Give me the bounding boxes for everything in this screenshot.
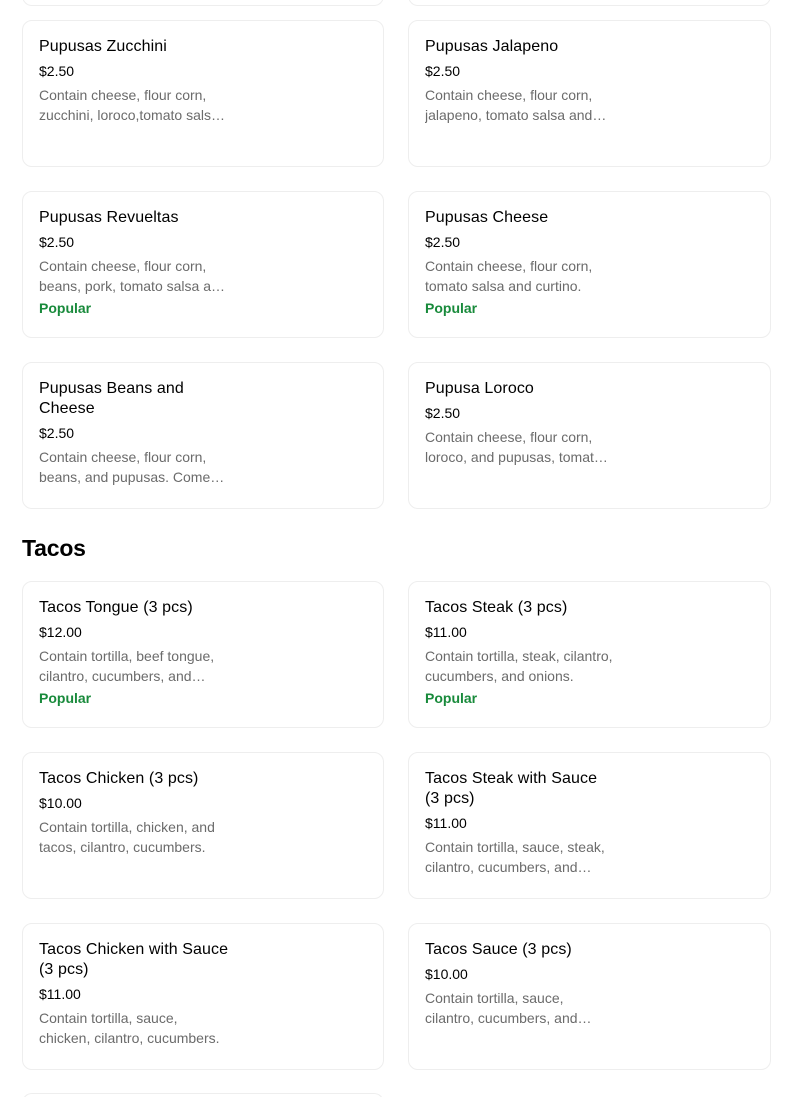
- item-price: $2.50: [39, 234, 75, 250]
- item-description: Contain tortilla, steak, cilantro, cucumbers, and onions.: [425, 648, 613, 684]
- item-description: Contain cheese, flour corn, zucchini, loroco,tomato salsa: [39, 87, 219, 123]
- menu-item-card[interactable]: [22, 581, 384, 728]
- item-name: Tacos Tongue (3 pcs): [39, 599, 193, 616]
- item-price: $2.50: [425, 405, 461, 421]
- item-name: Pupusas Zucchini: [39, 38, 167, 55]
- item-description: Contain tortilla, chicken, and tacos, cilantro, cucumbers.: [39, 819, 215, 855]
- item-price: $2.50: [39, 63, 75, 79]
- section-title-tacos: Tacos: [22, 535, 86, 561]
- item-price: $2.50: [425, 234, 461, 250]
- item-description: Contain tortilla, sauce, chicken, cilantro, cucumbers.: [39, 1010, 220, 1046]
- menu-item-card-partial[interactable]: [408, 0, 771, 6]
- menu-item-card[interactable]: [408, 752, 771, 899]
- item-name: Tacos Sauce (3 pcs): [425, 941, 572, 958]
- item-description: Contain cheese, flour corn, loroco, and pupusas, tomato: [425, 429, 602, 465]
- item-price: $2.50: [39, 425, 75, 441]
- item-name: Pupusas Jalapeno: [425, 38, 559, 55]
- item-description: Contain tortilla, beef tongue, cilantro, cucumbers, and: [39, 648, 215, 684]
- item-name: Pupusas Cheese: [425, 209, 549, 226]
- menu-item-card[interactable]: [22, 752, 384, 899]
- menu-item-card[interactable]: [408, 191, 771, 338]
- menu-item-card[interactable]: [22, 20, 384, 167]
- item-name: Pupusa Loroco: [425, 380, 534, 397]
- item-price: $10.00: [425, 966, 468, 982]
- item-description: Contain cheese, flour corn, beans, pork, tomato salsa and: [39, 258, 227, 294]
- menu-item-card-partial[interactable]: [22, 1093, 384, 1097]
- item-name: Tacos Steak with Sauce (3 pcs): [425, 770, 598, 807]
- menu-item-card[interactable]: [408, 362, 771, 509]
- menu-item-card[interactable]: [408, 923, 771, 1070]
- item-name: Tacos Chicken (3 pcs): [39, 770, 199, 787]
- menu-item-card[interactable]: [22, 362, 384, 509]
- item-name: Pupusas Beans and Cheese: [39, 380, 184, 417]
- item-description: Contain tortilla, sauce, cilantro, cucumbers, and: [425, 990, 578, 1026]
- item-price: $10.00: [39, 795, 82, 811]
- item-price: $2.50: [425, 63, 461, 79]
- item-description: Contain cheese, flour corn, tomato salsa and curtino.: [425, 258, 593, 294]
- item-name: Tacos Steak (3 pcs): [425, 599, 568, 616]
- popular-badge: Popular: [425, 690, 478, 706]
- menu-item-card-partial[interactable]: [22, 0, 384, 6]
- item-name: Pupusas Revueltas: [39, 209, 179, 226]
- popular-badge: Popular: [39, 690, 92, 706]
- item-name: Tacos Chicken with Sauce (3 pcs): [39, 941, 229, 978]
- menu-item-card[interactable]: [22, 191, 384, 338]
- item-price: $11.00: [39, 986, 81, 1002]
- popular-badge: Popular: [425, 300, 478, 316]
- item-description: Contain tortilla, sauce, steak, cilantro, cucumbers, and: [425, 839, 605, 875]
- item-price: $12.00: [39, 624, 82, 640]
- menu-item-card[interactable]: [22, 923, 384, 1070]
- menu-item-card[interactable]: [408, 581, 771, 728]
- item-description: Contain cheese, flour corn, beans, and pupusas. Comes: [39, 449, 218, 485]
- item-description: Contain cheese, flour corn, jalapeno, tomato salsa and: [425, 87, 593, 123]
- menu-item-card[interactable]: [408, 20, 771, 167]
- item-price: $11.00: [425, 815, 467, 831]
- item-price: $11.00: [425, 624, 467, 640]
- popular-badge: Popular: [39, 300, 92, 316]
